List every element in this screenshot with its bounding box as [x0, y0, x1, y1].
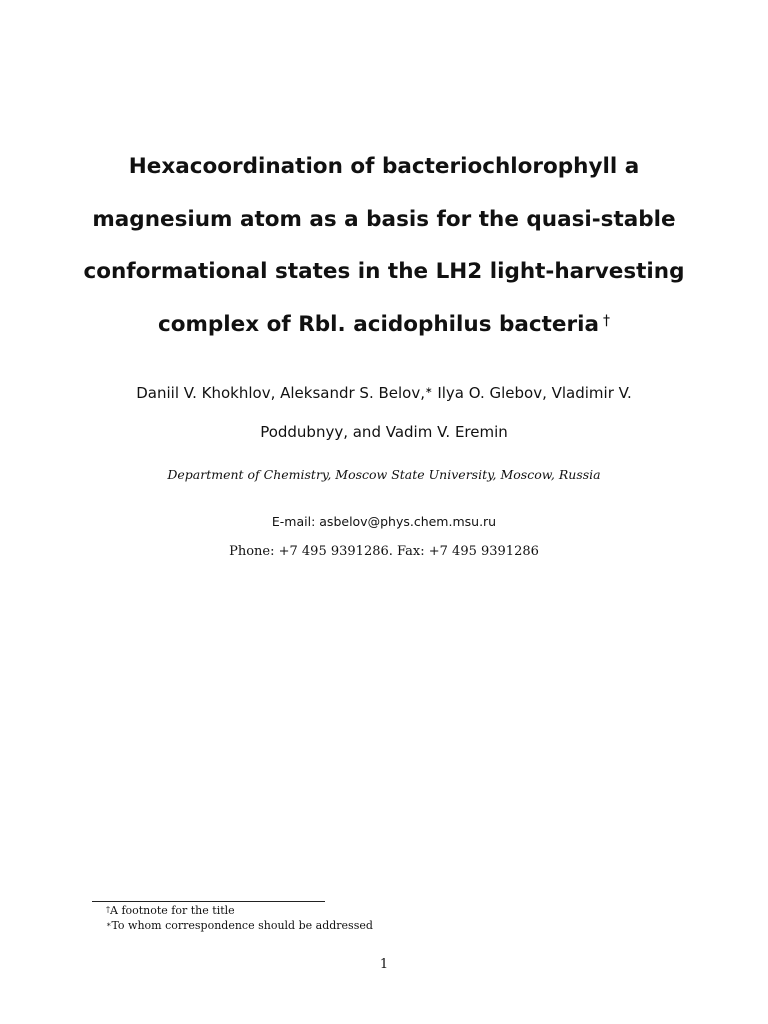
title-line-3: conformational states in the LH2 light-harvesting: [83, 259, 685, 284]
footnote-divider: [92, 901, 325, 902]
title-line-1: Hexacoordination of bacteriochlorophyll a: [128, 154, 640, 179]
title-footnote-mark: †: [602, 312, 610, 329]
footnote-title-text: A footnote for the title: [110, 904, 235, 917]
contact-phone: Phone: +7 495 9391286. Fax: +7 495 9391286: [229, 544, 539, 559]
page-number: 1: [379, 957, 389, 972]
authors-part-2: Ilya O. Glebov, Vladimir V.: [432, 384, 632, 402]
contact-email: E-mail: asbelov@phys.chem.msu.ru: [271, 514, 497, 529]
footnote-correspondence: [106, 918, 373, 933]
author-line-1: [60, 374, 708, 413]
author-line-2: Poddubnyy, and Vadim V. Eremin: [260, 422, 508, 441]
corresponding-author-mark: ∗: [425, 386, 433, 396]
footnote-title: [106, 903, 373, 918]
footnote-correspondence-text: To whom correspondence should be addressed: [111, 919, 373, 932]
footnote-correspondence-mark: ∗: [106, 920, 112, 929]
footnotes: [106, 903, 373, 933]
footnote-title-mark: †: [106, 905, 110, 914]
title-line-4-text: complex of Rbl. acidophilus bacteria: [158, 311, 599, 337]
title-line-4: [60, 299, 708, 352]
affiliation: Department of Chemistry, Moscow State University, Moscow, Russia: [167, 467, 601, 482]
authors-part-1: Daniil V. Khokhlov, Aleksandr S. Belov,: [136, 384, 425, 402]
paper-title: [60, 141, 708, 351]
title-line-2: magnesium atom as a basis for the quasi-stable: [92, 206, 676, 232]
author-list: [60, 374, 708, 451]
